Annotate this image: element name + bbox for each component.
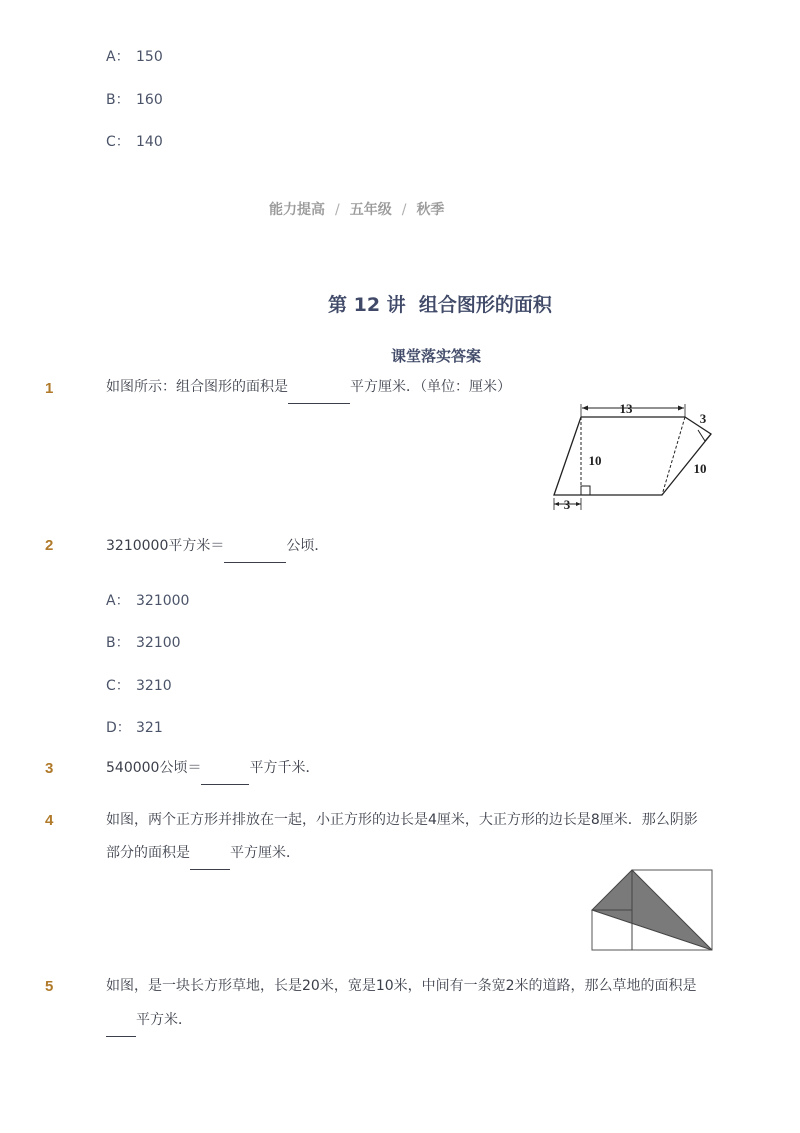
option-c [106, 131, 163, 151]
label-bottom: 3 [563, 497, 571, 512]
question-number: 2 [45, 537, 54, 554]
option-value: 321 [136, 720, 163, 736]
composite-shape-figure [548, 400, 718, 515]
option-value: 321000 [136, 593, 190, 609]
breadcrumb-separator: / [401, 202, 407, 218]
question-text-before: 3210000平方米＝ [106, 538, 225, 554]
option-b[interactable] [106, 632, 181, 652]
question-text-after: 平方厘米． [230, 845, 300, 861]
breadcrumb-grade: 五年级 [349, 202, 392, 218]
question-text [106, 752, 319, 785]
question-text-before: 如图所示：组合图形的面积是 [106, 379, 288, 395]
option-key: C： [106, 134, 130, 150]
question-text [106, 530, 328, 563]
question-text [106, 371, 511, 404]
breadcrumb-level: 能力提高 [269, 202, 325, 218]
breadcrumb-separator: / [335, 202, 340, 218]
option-key: D： [106, 720, 131, 736]
answer-blank[interactable] [288, 381, 350, 404]
option-value: 140 [136, 134, 163, 150]
question-text-after: 平方千米． [249, 760, 320, 776]
question-text-before: 部分的面积是 [106, 845, 190, 861]
question-text-line1: 如图，是一块长方形草地，长是20米，宽是10米，中间有一条宽2米的道路，那么草地的面积是 [106, 978, 697, 994]
label-height: 10 [588, 453, 602, 468]
question-text-line2 [106, 837, 300, 870]
breadcrumb [269, 199, 444, 219]
option-key: A： [106, 593, 130, 609]
option-value: 32100 [136, 635, 181, 651]
option-value: 160 [136, 92, 163, 108]
question-text-before: 540000公顷＝ [106, 760, 202, 776]
label-side: 10 [693, 461, 707, 476]
option-key: B： [106, 92, 130, 108]
question-text-after: 平方厘米．（单位：厘米） [350, 379, 511, 395]
question-text-line2 [106, 1004, 192, 1037]
question-number: 3 [45, 760, 54, 777]
option-key: B： [106, 635, 130, 651]
section-title: 课堂落实答案 [391, 347, 482, 365]
label-corner: 3 [699, 411, 707, 426]
answer-blank[interactable] [106, 1014, 136, 1037]
two-squares-figure [590, 867, 715, 953]
option-c[interactable] [106, 675, 172, 695]
question-number: 5 [45, 978, 54, 995]
option-b [106, 89, 163, 109]
label-top: 13 [619, 401, 633, 416]
answer-blank[interactable] [224, 540, 286, 563]
option-key: A： [106, 49, 130, 65]
option-value: 150 [136, 49, 163, 65]
breadcrumb-season: 秋季 [416, 202, 445, 218]
question-text-after: 平方米． [136, 1012, 192, 1028]
question-text-line1: 如图，两个正方形并排放在一起，小正方形的边长是4厘米，大正方形的边长是8厘米．那么阴影 [106, 812, 698, 828]
option-a[interactable] [106, 590, 189, 610]
question-text-after: 公顷． [286, 538, 329, 554]
answer-blank[interactable] [201, 762, 249, 785]
option-value: 3210 [136, 678, 172, 694]
option-key: C： [106, 678, 130, 694]
lecture-title: 第 12 讲 组合图形的面积 [328, 294, 552, 316]
answer-blank[interactable] [190, 847, 230, 870]
option-d[interactable] [106, 717, 163, 737]
question-number: 4 [45, 812, 54, 829]
option-a [106, 46, 163, 66]
question-number: 1 [45, 380, 54, 397]
